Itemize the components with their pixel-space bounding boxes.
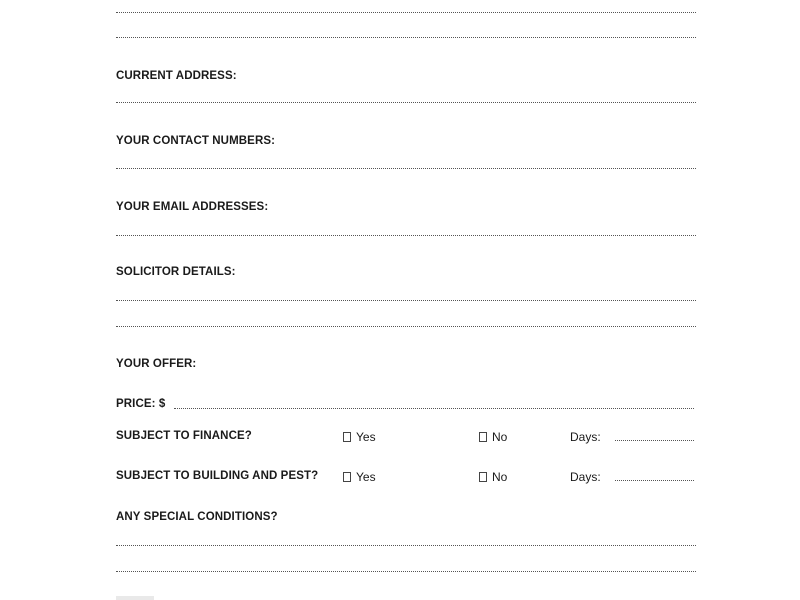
finance-yes-option[interactable] (343, 430, 376, 444)
building-pest-no-checkbox[interactable] (479, 472, 487, 482)
solicitor-details-line-2[interactable] (116, 326, 696, 327)
finance-days-line[interactable] (615, 440, 694, 441)
fill-line-previous-2[interactable] (116, 37, 696, 38)
building-pest-yes-text: Yes (356, 470, 376, 484)
your-offer-label: YOUR OFFER: (116, 358, 197, 370)
finance-yes-text: Yes (356, 430, 376, 444)
solicitor-details-line-1[interactable] (116, 300, 696, 301)
building-pest-label: SUBJECT TO BUILDING AND PEST? (116, 470, 319, 482)
price-line[interactable] (174, 408, 694, 409)
finance-no-text: No (492, 430, 508, 444)
building-pest-yes-option[interactable] (343, 470, 376, 484)
building-pest-no-text: No (492, 470, 508, 484)
building-pest-days-line[interactable] (615, 480, 694, 481)
finance-days-label: Days: (570, 430, 601, 444)
special-conditions-label: ANY SPECIAL CONDITIONS? (116, 511, 278, 523)
building-pest-yes-checkbox[interactable] (343, 472, 351, 482)
contact-numbers-label: YOUR CONTACT NUMBERS: (116, 135, 276, 147)
cut-off-next-label (116, 596, 154, 600)
building-pest-days-label: Days: (570, 470, 601, 484)
contact-numbers-line[interactable] (116, 168, 696, 169)
email-addresses-line[interactable] (116, 235, 696, 236)
email-addresses-label: YOUR EMAIL ADDRESSES: (116, 201, 269, 213)
finance-no-option[interactable] (479, 430, 507, 444)
current-address-line[interactable] (116, 102, 696, 103)
special-conditions-line-2[interactable] (116, 571, 696, 572)
building-pest-no-option[interactable] (479, 470, 507, 484)
fill-line-previous-1[interactable] (116, 12, 696, 13)
price-label: PRICE: $ (116, 398, 166, 410)
special-conditions-line-1[interactable] (116, 545, 696, 546)
finance-yes-checkbox[interactable] (343, 432, 351, 442)
solicitor-details-label: SOLICITOR DETAILS: (116, 266, 236, 278)
current-address-label: CURRENT ADDRESS: (116, 70, 237, 82)
finance-no-checkbox[interactable] (479, 432, 487, 442)
finance-label: SUBJECT TO FINANCE? (116, 430, 252, 442)
